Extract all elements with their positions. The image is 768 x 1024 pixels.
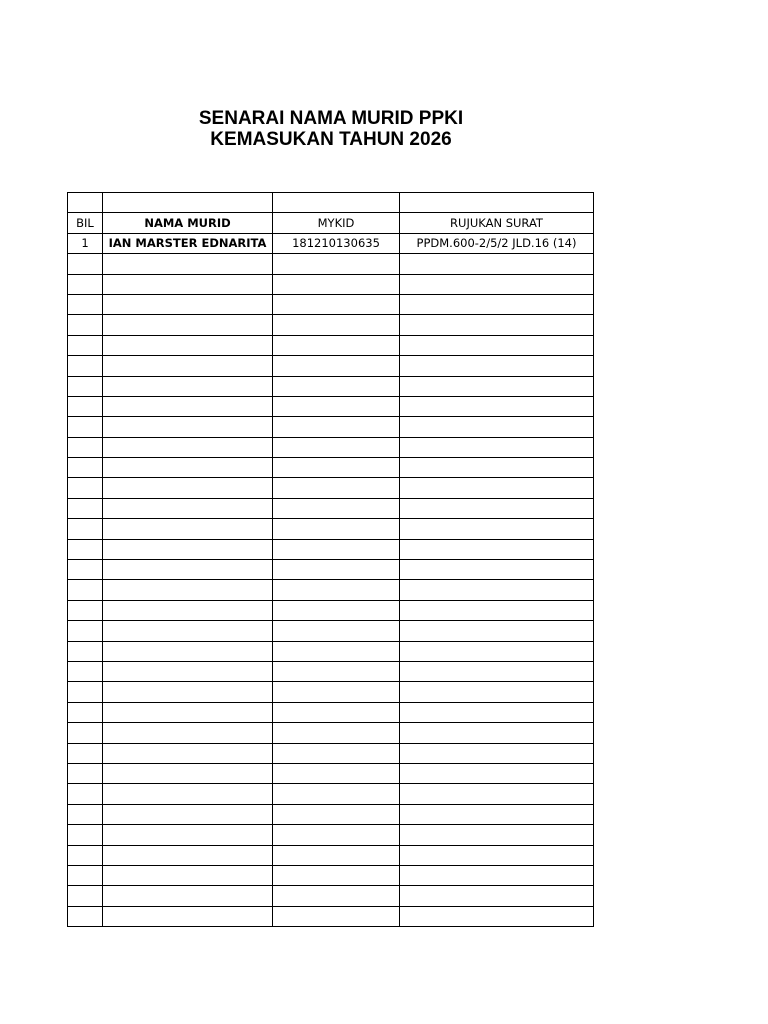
empty-row — [68, 906, 594, 926]
table-cell — [68, 784, 103, 804]
table-cell — [68, 539, 103, 559]
document-title — [68, 108, 594, 150]
table-cell — [103, 478, 273, 498]
cell-rujukan-surat: PPDM.600-2/5/2 JLD.16 (14) — [400, 233, 594, 253]
cell-nama-murid: IAN MARSTER EDNARITA — [103, 233, 273, 253]
table-cell — [400, 580, 594, 600]
table-cell — [68, 294, 103, 314]
table-cell — [273, 376, 400, 396]
empty-row — [68, 315, 594, 335]
table-cell — [103, 906, 273, 926]
table-cell — [400, 437, 594, 457]
table-cell — [400, 906, 594, 926]
table-cell — [68, 702, 103, 722]
table-cell — [68, 865, 103, 885]
table-cell — [68, 458, 103, 478]
empty-row — [68, 641, 594, 661]
table-cell — [103, 335, 273, 355]
table-cell — [103, 315, 273, 335]
empty-row — [68, 254, 594, 274]
table-cell — [273, 254, 400, 274]
table-cell — [273, 682, 400, 702]
table-cell — [68, 723, 103, 743]
title-line-2: KEMASUKAN TAHUN 2026 — [210, 129, 452, 150]
table-cell — [68, 845, 103, 865]
table-cell — [68, 825, 103, 845]
empty-row — [68, 498, 594, 518]
table-cell — [400, 498, 594, 518]
table-cell — [68, 682, 103, 702]
table-cell — [273, 723, 400, 743]
table-cell — [400, 723, 594, 743]
table-cell — [68, 478, 103, 498]
cell-bil: 1 — [68, 233, 103, 253]
table-cell — [273, 193, 400, 213]
table-cell — [103, 417, 273, 437]
table-cell — [103, 825, 273, 845]
table-cell — [68, 906, 103, 926]
table-cell — [103, 560, 273, 580]
table-cell — [103, 437, 273, 457]
empty-row — [68, 417, 594, 437]
table-cell — [400, 396, 594, 416]
empty-row — [68, 702, 594, 722]
table-cell — [273, 621, 400, 641]
table-cell — [68, 396, 103, 416]
table-cell — [273, 825, 400, 845]
table-cell — [400, 600, 594, 620]
table-cell — [400, 417, 594, 437]
table-cell — [68, 274, 103, 294]
table-cell — [273, 804, 400, 824]
table-cell — [68, 356, 103, 376]
table-cell — [400, 621, 594, 641]
empty-row — [68, 804, 594, 824]
table-cell — [103, 763, 273, 783]
table-cell — [103, 702, 273, 722]
table-cell — [273, 784, 400, 804]
empty-row — [68, 845, 594, 865]
table-cell — [68, 335, 103, 355]
table-cell — [68, 763, 103, 783]
table-cell — [273, 396, 400, 416]
table-cell — [400, 519, 594, 539]
table-cell — [400, 804, 594, 824]
header-nama-murid: NAMA MURID — [103, 213, 273, 233]
table-cell — [273, 437, 400, 457]
table-cell — [400, 641, 594, 661]
empty-row — [68, 763, 594, 783]
table-cell — [68, 437, 103, 457]
table-cell — [400, 865, 594, 885]
table-cell — [273, 458, 400, 478]
table-cell — [103, 356, 273, 376]
empty-row — [68, 478, 594, 498]
table-cell — [103, 376, 273, 396]
table-cell — [273, 600, 400, 620]
empty-row — [68, 743, 594, 763]
table-cell — [103, 193, 273, 213]
table-cell — [273, 478, 400, 498]
empty-row — [68, 784, 594, 804]
empty-row — [68, 682, 594, 702]
table-cell — [103, 661, 273, 681]
table-cell — [273, 661, 400, 681]
table-cell — [273, 539, 400, 559]
table-cell — [273, 560, 400, 580]
table-cell — [68, 193, 103, 213]
table-cell — [103, 682, 273, 702]
table-cell — [273, 865, 400, 885]
table-cell — [400, 702, 594, 722]
blank-top-row — [68, 193, 594, 213]
table-cell — [273, 886, 400, 906]
table-cell — [273, 417, 400, 437]
table-cell — [273, 763, 400, 783]
table-cell — [103, 539, 273, 559]
table-cell — [273, 702, 400, 722]
table-cell — [400, 784, 594, 804]
empty-row — [68, 376, 594, 396]
empty-row — [68, 274, 594, 294]
table-row — [68, 233, 594, 253]
header-rujukan-surat: RUJUKAN SURAT — [400, 213, 594, 233]
table-cell — [68, 417, 103, 437]
table-cell — [273, 274, 400, 294]
table-cell — [273, 294, 400, 314]
table-cell — [400, 458, 594, 478]
table-cell — [273, 356, 400, 376]
table-cell — [68, 315, 103, 335]
table-cell — [68, 560, 103, 580]
empty-row — [68, 458, 594, 478]
table-cell — [273, 315, 400, 335]
empty-row — [68, 865, 594, 885]
table-cell — [400, 539, 594, 559]
header-row — [68, 213, 594, 233]
student-table — [67, 192, 594, 927]
table-cell — [103, 865, 273, 885]
cell-mykid: 181210130635 — [273, 233, 400, 253]
table-cell — [400, 376, 594, 396]
table-cell — [68, 661, 103, 681]
table-cell — [273, 743, 400, 763]
table-cell — [68, 743, 103, 763]
table-cell — [400, 315, 594, 335]
table-cell — [103, 498, 273, 518]
table-cell — [273, 519, 400, 539]
table-cell — [68, 621, 103, 641]
table-cell — [400, 254, 594, 274]
table-cell — [400, 478, 594, 498]
table-cell — [400, 193, 594, 213]
empty-row — [68, 621, 594, 641]
table-cell — [68, 580, 103, 600]
table-cell — [68, 376, 103, 396]
empty-row — [68, 600, 594, 620]
table-cell — [273, 335, 400, 355]
table-cell — [103, 274, 273, 294]
table-cell — [103, 804, 273, 824]
title-line-1: SENARAI NAMA MURID PPKI — [198, 108, 464, 129]
empty-row — [68, 335, 594, 355]
table-cell — [103, 254, 273, 274]
table-cell — [400, 825, 594, 845]
table-cell — [103, 723, 273, 743]
empty-row — [68, 356, 594, 376]
table-cell — [68, 600, 103, 620]
table-cell — [273, 906, 400, 926]
table-cell — [103, 641, 273, 661]
table-cell — [103, 784, 273, 804]
table-cell — [103, 580, 273, 600]
table-cell — [103, 458, 273, 478]
table-cell — [400, 763, 594, 783]
table-cell — [103, 621, 273, 641]
table-cell — [273, 641, 400, 661]
empty-row — [68, 661, 594, 681]
table-cell — [400, 274, 594, 294]
table-cell — [68, 804, 103, 824]
empty-row — [68, 294, 594, 314]
empty-row — [68, 396, 594, 416]
header-mykid: MYKID — [273, 213, 400, 233]
table-cell — [273, 845, 400, 865]
table-cell — [103, 886, 273, 906]
table-cell — [400, 886, 594, 906]
table-cell — [400, 356, 594, 376]
empty-row — [68, 519, 594, 539]
table-cell — [68, 641, 103, 661]
table-cell — [103, 294, 273, 314]
table-cell — [103, 600, 273, 620]
header-bil: BIL — [68, 213, 103, 233]
table-cell — [273, 498, 400, 518]
table-cell — [400, 294, 594, 314]
table-cell — [103, 519, 273, 539]
table-cell — [68, 519, 103, 539]
table-cell — [400, 335, 594, 355]
table-cell — [68, 254, 103, 274]
table-cell — [68, 498, 103, 518]
table-cell — [400, 661, 594, 681]
table-cell — [400, 682, 594, 702]
empty-row — [68, 886, 594, 906]
table-cell — [103, 845, 273, 865]
table-cell — [103, 743, 273, 763]
table-cell — [400, 560, 594, 580]
table-cell — [400, 845, 594, 865]
empty-row — [68, 560, 594, 580]
table-cell — [400, 743, 594, 763]
table-cell — [273, 580, 400, 600]
empty-row — [68, 723, 594, 743]
empty-row — [68, 825, 594, 845]
empty-row — [68, 539, 594, 559]
empty-row — [68, 580, 594, 600]
empty-row — [68, 437, 594, 457]
table-cell — [103, 396, 273, 416]
table-cell — [68, 886, 103, 906]
